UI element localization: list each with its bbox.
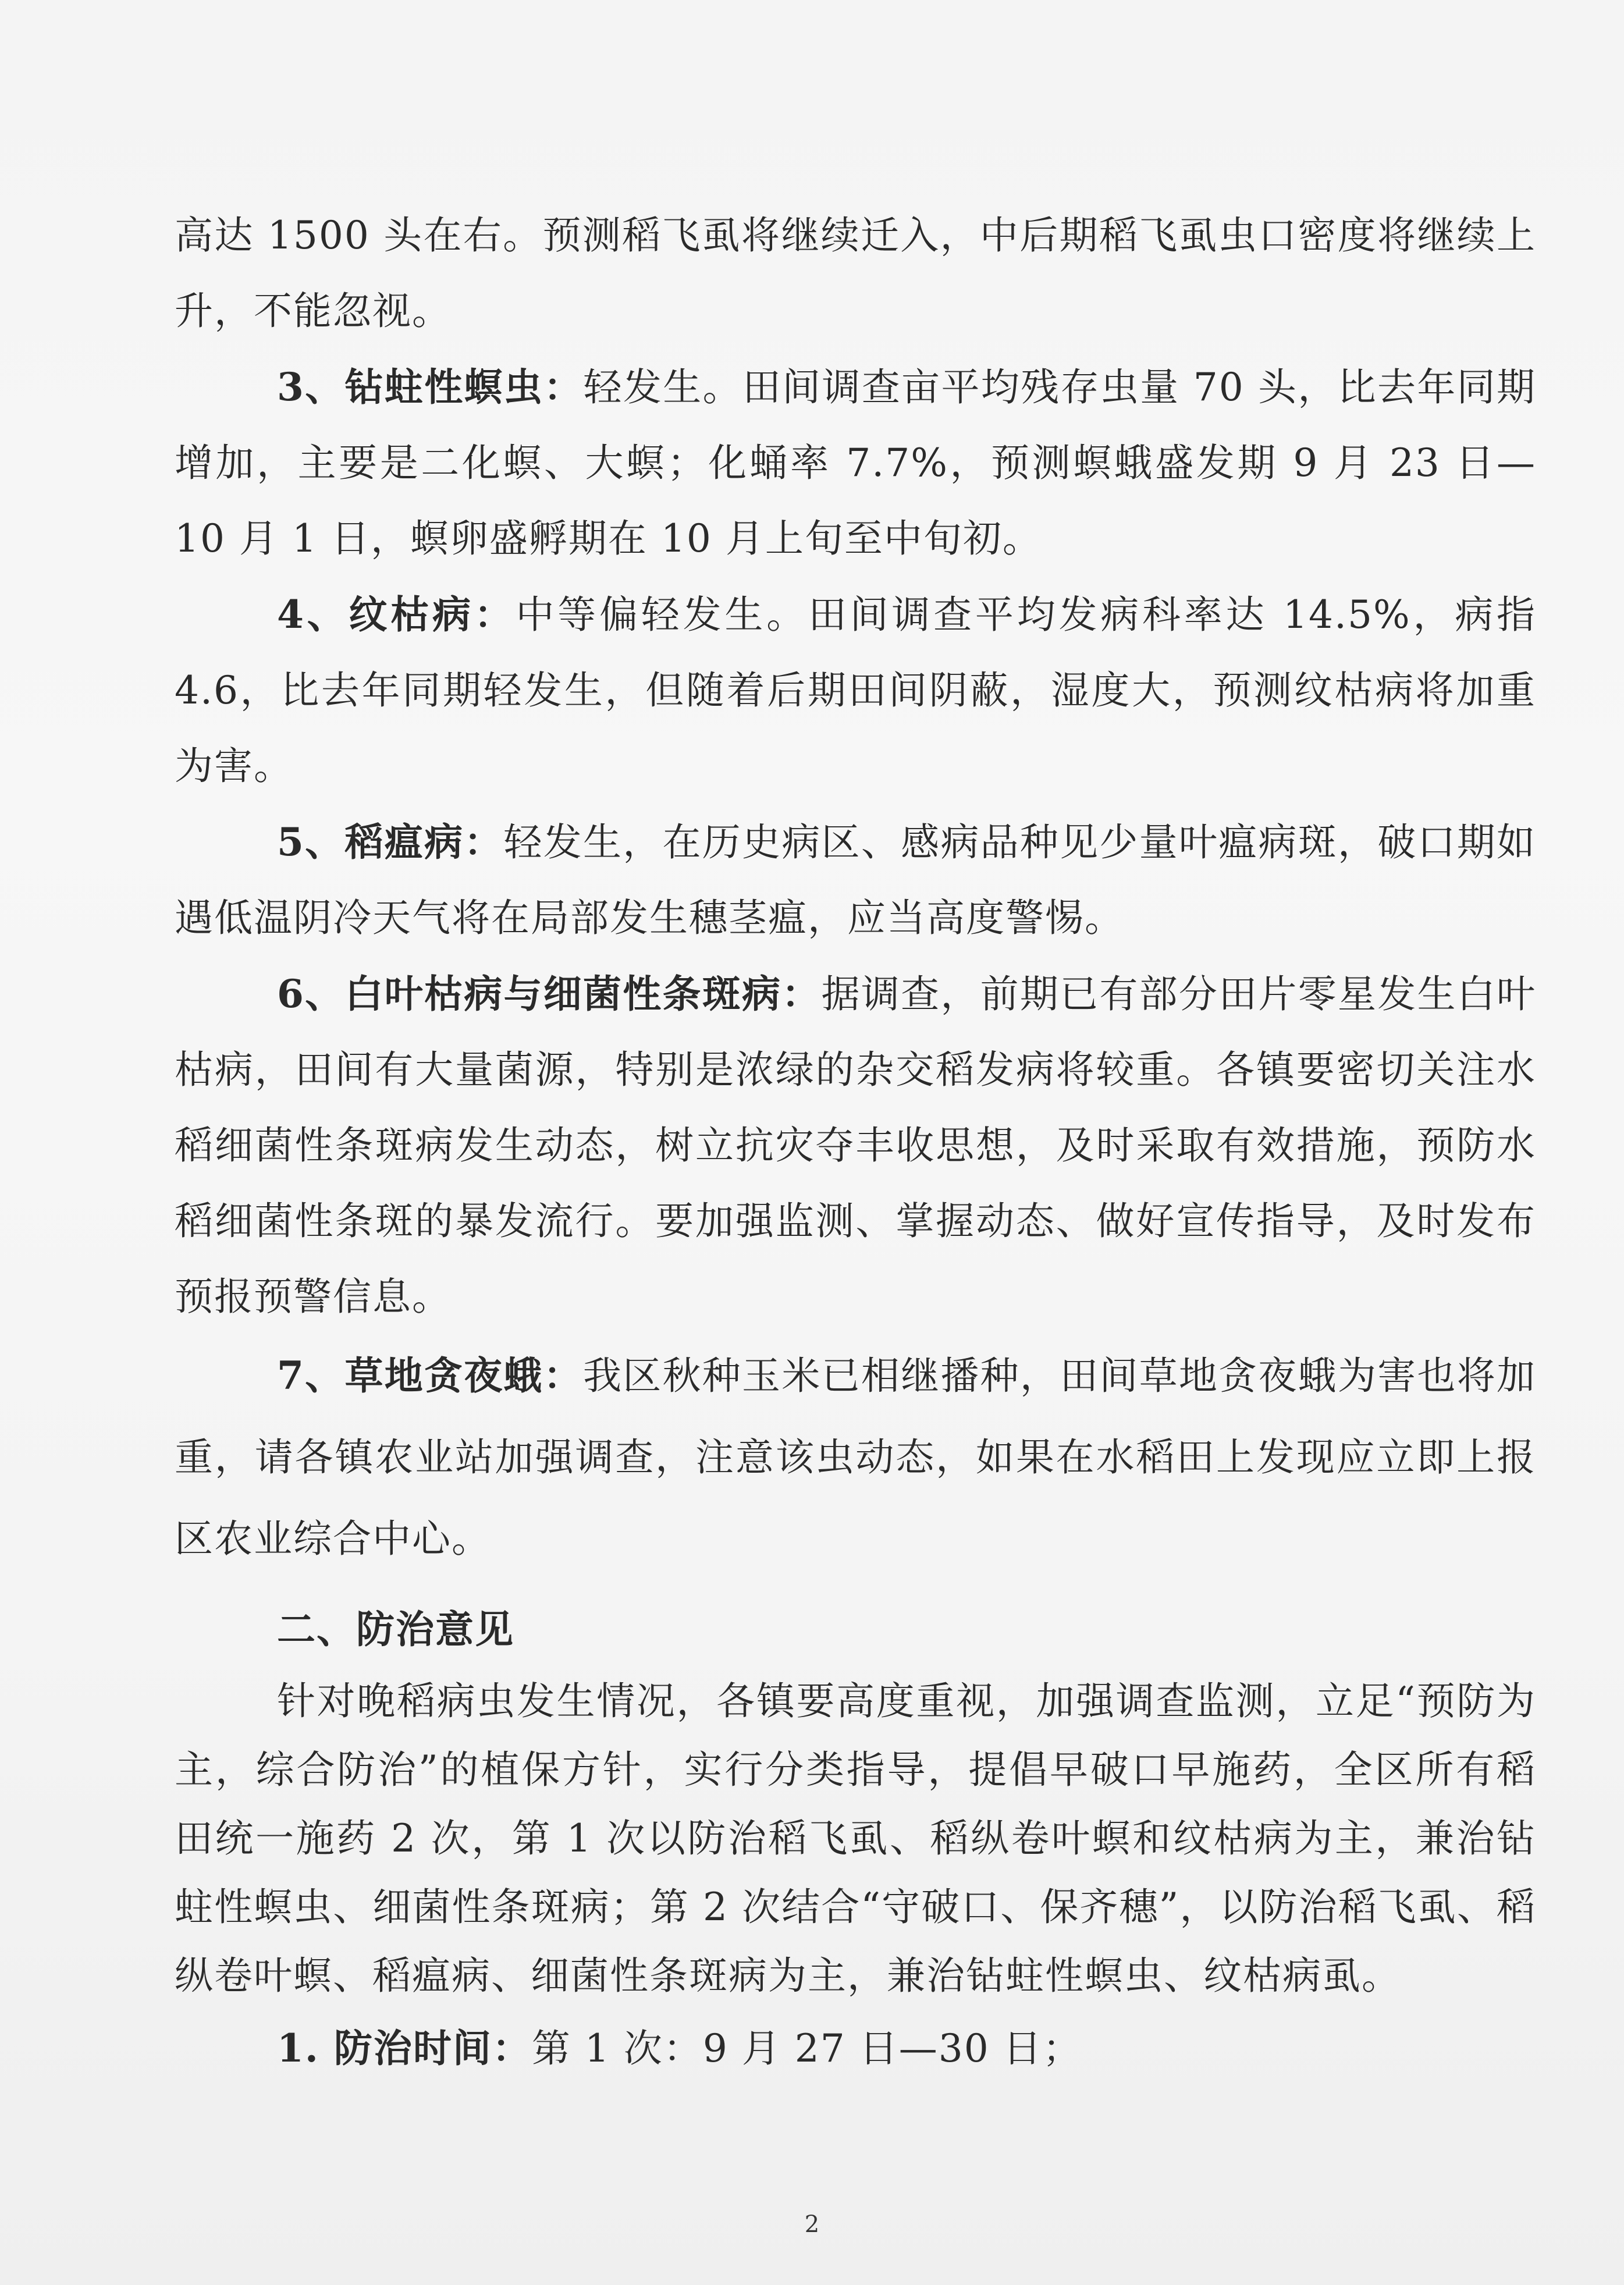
paragraph-text: 第 1 次：9 月 27 日—30 日；: [531, 2026, 1082, 2071]
paragraph-lead: 6、白叶枯病与细菌性条斑病：: [277, 971, 822, 1017]
document-body: [175, 198, 1536, 2087]
paragraph-advice: [175, 1667, 1536, 2010]
paragraph-rice-blast: [175, 804, 1536, 956]
paragraph-text: 据调查，前期已有部分田片零星发生白叶枯病，田间有大量菌源，特别是浓绿的杂交稻发病将较重。各镇要密切关注水稻细菌性条斑病发生动态，树立抗灾夺丰收思想，及时采取有效措施，预防水稻细菌性条斑的暴发流行。要加强监测、掌握动态、做好宣传指导，及时发布预报预警信息。: [175, 972, 1536, 1319]
paragraph-text: 轻发生。田间调查亩平均残存虫量 70 头，比去年同期增加，主要是二化螟、大螟；化蛹率 7.7%，预测螟蛾盛发期 9 月 23 日—10 月 1 日，螟卵盛孵期在 10 月上旬至中旬初。: [175, 365, 1536, 561]
paragraph-timing: [175, 2010, 1536, 2087]
paragraph-text: 轻发生，在历史病区、感病品种见少量叶瘟病斑，破口期如遇低温阴冷天气将在局部发生穗茎瘟，应当高度警惕。: [175, 820, 1536, 940]
paragraph-lead: 7、草地贪夜蛾：: [277, 1353, 584, 1398]
paragraph-lead: 3、钻蛀性螟虫：: [277, 364, 584, 410]
paragraph-fall-armyworm: [175, 1335, 1536, 1580]
paragraph-continuation: [175, 198, 1536, 349]
paragraph-text: 中等偏轻发生。田间调查平均发病科率达 14.5%，病指 4.6，比去年同期轻发生，但随着后期田间阴蔽，湿度大，预测纹枯病将加重为害。: [175, 592, 1536, 788]
paragraph-text: 我区秋种玉米已相继播种，田间草地贪夜蛾为害也将加重，请各镇农业站加强调查，注意该虫动态，如果在水稻田上发现应立即上报区农业综合中心。: [175, 1353, 1536, 1561]
paragraph-bacterial-blight: [175, 956, 1536, 1335]
section-heading: 二、防治意见: [277, 1607, 514, 1652]
paragraph-text: 针对晚稻病虫发生情况，各镇要高度重视，加强调查监测，立足“预防为主，综合防治”的植保方针，实行分类指导，提倡早破口早施药，全区所有稻田统一施药 2 次，第 1 次以防治稻飞虱、稻纵卷叶螟和纹枯病为主，兼治钻蛀性螟虫、细菌性条斑病；第 2 次结合“守破口、保齐穗”，以防治稻飞虱、稻纵卷叶螟、稻瘟病、细菌性条斑病为主，兼治钻蛀性螟虫、纹枯病虱。: [175, 1679, 1536, 1998]
page-number: 2: [804, 2211, 820, 2238]
paragraph-text: 高达 1500 头在右。预测稻飞虱将继续迁入，中后期稻飞虱虫口密度将继续上升，不能忽视。: [175, 213, 1536, 333]
paragraph-lead: 4、纹枯病：: [277, 592, 516, 637]
paragraph-lead: 5、稻瘟病：: [277, 819, 504, 865]
paragraph-lead: 1. 防治时间：: [277, 2025, 532, 2071]
paragraph-stem-borer: [175, 349, 1536, 577]
paragraph-sheath-blight: [175, 577, 1536, 804]
